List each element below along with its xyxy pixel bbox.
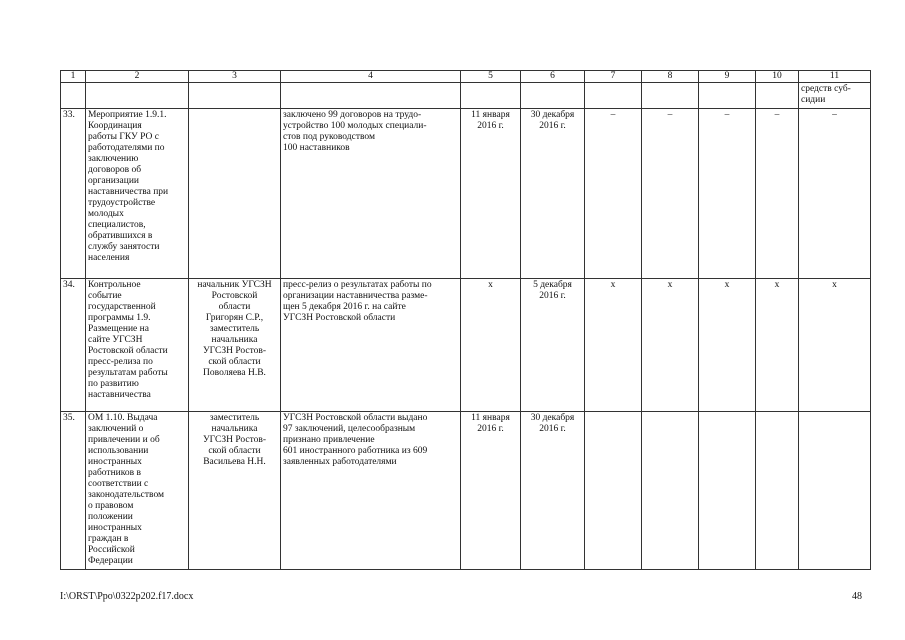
start-date: х [461, 279, 521, 412]
row-number: 35. [61, 412, 86, 570]
start-date: 11 января 2016 г. [461, 109, 521, 279]
cell-col7 [585, 412, 642, 570]
col-header-4: 4 [281, 71, 461, 83]
measure-name: Мероприятие 1.9.1. Координация работы ГКУ РО с работодателями по заключению договоров об организации наставничества при трудоустройстве молодых специалистов, обратившихся в службу занятости населения [86, 109, 189, 279]
result-text: пресс-релиз о результатах работы по организации наставничества разме- щен 5 декабря 2016 г. на сайте УГСЗН Ростовской области [281, 279, 461, 412]
cell-col11 [799, 412, 871, 570]
footer-file-path: I:\ORST\Ppo\0322p202.f17.docx [60, 591, 194, 602]
col-header-10: 10 [756, 71, 799, 83]
end-date: 30 декабря 2016 г. [521, 109, 585, 279]
col-header-6: 6 [521, 71, 585, 83]
result-text: заключено 99 договоров на трудо- устройство 100 молодых специали- стов под руководством 100 наставников [281, 109, 461, 279]
end-date: 30 декабря 2016 г. [521, 412, 585, 570]
col-header-7: 7 [585, 71, 642, 83]
cell-col9: – [699, 109, 756, 279]
cell-col8: – [642, 109, 699, 279]
cell-col10 [756, 412, 799, 570]
row-number: 34. [61, 279, 86, 412]
cell-col7: – [585, 109, 642, 279]
continuation-row [61, 83, 871, 109]
col-header-9: 9 [699, 71, 756, 83]
table-row [61, 412, 871, 570]
responsible-person: начальник УГСЗН Ростовской области Григорян С.Р., заместитель начальника УГСЗН Ростов- ской области Поволяева Н.В. [189, 279, 281, 412]
responsible-person: заместитель начальника УГСЗН Ростов- ской области Васильева Н.Н. [189, 412, 281, 570]
col-header-2: 2 [86, 71, 189, 83]
column-number-row [61, 71, 871, 83]
cell-col10: х [756, 279, 799, 412]
cell-col8 [642, 412, 699, 570]
document-table [60, 70, 871, 570]
cell-col9 [699, 412, 756, 570]
table-row [61, 279, 871, 412]
measure-name: ОМ 1.10. Выдача заключений о привлечении и об использовании иностранных работников в соответствии с законодательством о правовом положении иностранных граждан в Российской Федерации [86, 412, 189, 570]
cell-col8: х [642, 279, 699, 412]
cell-col9: х [699, 279, 756, 412]
cell-col11: х [799, 279, 871, 412]
cell-col10: – [756, 109, 799, 279]
col-header-8: 8 [642, 71, 699, 83]
end-date: 5 декабря 2016 г. [521, 279, 585, 412]
start-date: 11 января 2016 г. [461, 412, 521, 570]
page-number: 48 [852, 591, 862, 602]
result-text: УГСЗН Ростовской области выдано 97 заключений, целесообразным признано привлечение 601 иностранного работника из 609 заявленных работодателями [281, 412, 461, 570]
responsible-person [189, 109, 281, 279]
cell-col11: – [799, 109, 871, 279]
measure-name: Контрольное событие государственной программы 1.9. Размещение на сайте УГСЗН Ростовской области пресс-релиза по результатам работы по развитию наставничества [86, 279, 189, 412]
row-number: 33. [61, 109, 86, 279]
col-header-1: 1 [61, 71, 86, 83]
cell-col11-continuation: средств суб- сидии [799, 83, 871, 109]
col-header-3: 3 [189, 71, 281, 83]
table-row [61, 109, 871, 279]
cell-col7: х [585, 279, 642, 412]
col-header-5: 5 [461, 71, 521, 83]
col-header-11: 11 [799, 71, 871, 83]
